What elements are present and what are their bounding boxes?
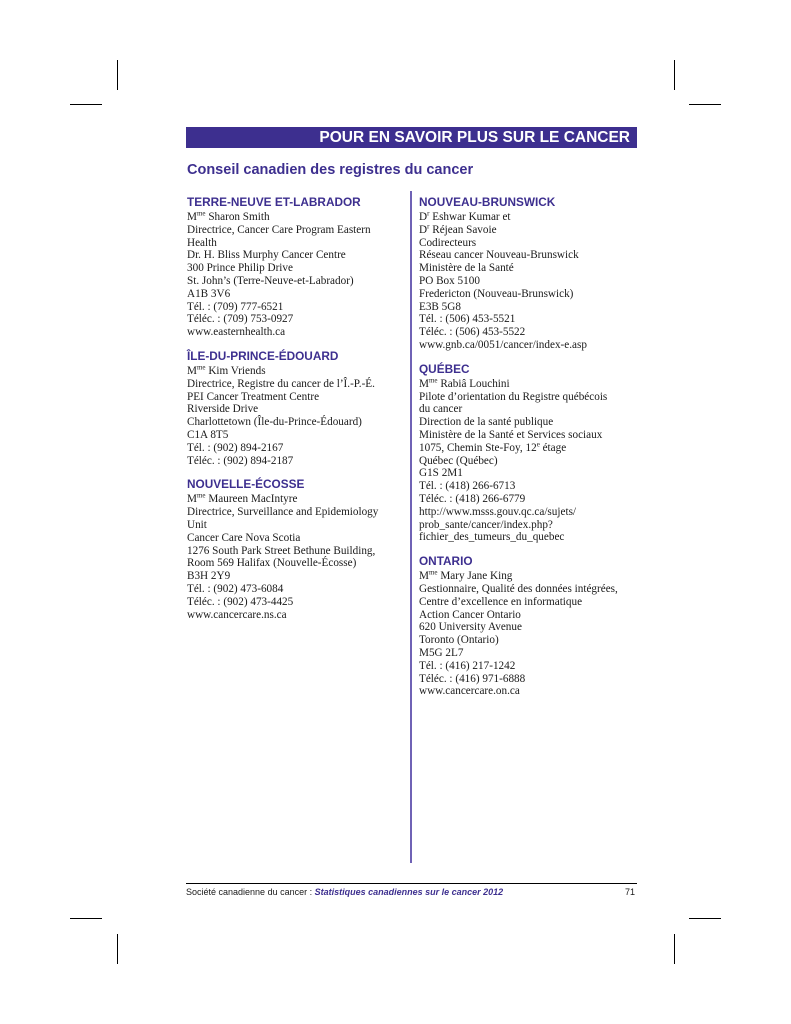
contact-name: $M^{me}$ Sharon Smith xyxy=(187,209,270,223)
contact-name: $M^{me}$ Rabiâ Louchini xyxy=(419,376,510,390)
contact-line: G1S 2M1 xyxy=(419,467,463,480)
contact-line: Ministère de la Santé xyxy=(419,262,514,275)
contact-line: Room 569 Halifax (Nouvelle-Écosse) xyxy=(187,557,357,570)
contact-line: Ministère de la Santé et Services sociaux xyxy=(419,428,603,441)
section-title: ONTARIO xyxy=(419,554,473,569)
crop-mark xyxy=(70,104,102,105)
crop-mark xyxy=(689,918,721,919)
contact-line: 300 Prince Philip Drive xyxy=(187,262,293,275)
contact-phone: Tél. : (709) 777-6521 xyxy=(187,300,284,313)
contact-line: Québec (Québec) xyxy=(419,454,498,467)
contact-fax: Téléc. : (902) 894-2187 xyxy=(187,454,294,467)
contact-website-link[interactable]: prob_sante/cancer/index.php? xyxy=(419,518,553,531)
contact-name: $M^{me}$ Kim Vriends xyxy=(187,363,266,377)
contact-fax: Téléc. : (418) 266-6779 xyxy=(419,492,526,505)
contact-address: 1075, Chemin Ste-Foy, 12e étage xyxy=(419,440,567,454)
contact-name: $M^{me}$ Mary Jane King xyxy=(419,568,513,583)
contact-line: A1B 3V6 xyxy=(187,287,231,300)
contact-line: Réseau cancer Nouveau-Brunswick xyxy=(419,249,579,262)
contact-line: 1276 South Park Street Bethune Building, xyxy=(187,544,376,557)
crop-mark xyxy=(70,918,102,919)
contact-line: Dr. H. Bliss Murphy Cancer Centre xyxy=(187,249,346,262)
section-nova-scotia xyxy=(187,476,412,621)
contact-phone: Tél. : (416) 217-1242 xyxy=(419,659,516,672)
contact-website-link[interactable]: www.easternhealth.ca xyxy=(187,326,286,339)
contact-line: Pilote d’orientation du Registre québécois xyxy=(419,390,608,403)
contact-line: Centre d’excellence en informatique xyxy=(419,595,583,608)
section-ontario xyxy=(419,553,639,698)
crop-mark xyxy=(689,104,721,105)
section-title: NOUVELLE-ÉCOSSE xyxy=(187,477,305,492)
section-new-brunswick xyxy=(419,194,639,352)
section-title: QUÉBEC xyxy=(419,361,470,376)
contact-line: Riverside Drive xyxy=(187,403,259,416)
contact-line: St. John’s (Terre-Neuve-et-Labrador) xyxy=(187,274,354,287)
footer-publication-title: Statistiques canadiennes sur le cancer 2012 xyxy=(314,887,504,897)
contact-line: Directrice, Cancer Care Program Eastern xyxy=(187,223,371,236)
page-number: 71 xyxy=(624,887,635,897)
contact-website-link[interactable]: www.cancercare.on.ca xyxy=(419,685,520,698)
contact-line: B3H 2Y9 xyxy=(187,570,231,583)
section-banner: POUR EN SAVOIR PLUS SUR LE CANCER xyxy=(186,127,637,148)
contact-line: M5G 2L7 xyxy=(419,646,464,659)
contact-line: C1A 8T5 xyxy=(187,428,229,441)
contact-phone: Tél. : (418) 266-6713 xyxy=(419,480,516,493)
contact-line: Directrice, Registre du cancer de l’Î.-P.-É. xyxy=(187,377,375,390)
page-subtitle: Conseil canadien des registres du cancer xyxy=(187,162,474,178)
section-title: ÎLE-DU-PRINCE-ÉDOUARD xyxy=(187,348,339,363)
crop-mark xyxy=(117,60,118,90)
section-quebec xyxy=(419,361,639,544)
contact-name: $D^r$ Réjean Savoie xyxy=(419,222,497,236)
contact-line: 620 University Avenue xyxy=(419,621,522,634)
crop-mark xyxy=(674,60,675,90)
contact-phone: Tél. : (902) 894-2167 xyxy=(187,441,284,454)
contact-phone: Tél. : (902) 473-6084 xyxy=(187,582,284,595)
contact-fax: Téléc. : (902) 473-4425 xyxy=(187,595,294,608)
contact-line: PEI Cancer Treatment Centre xyxy=(187,390,320,403)
contact-fax: Téléc. : (709) 753-0927 xyxy=(187,313,294,326)
contact-line: Directrice, Surveillance and Epidemiology xyxy=(187,506,379,519)
left-column xyxy=(187,194,412,630)
contact-line: E3B 5G8 xyxy=(419,300,461,313)
contact-fax: Téléc. : (416) 971-6888 xyxy=(419,672,526,685)
contact-website-link[interactable]: fichier_des_tumeurs_du_quebec xyxy=(419,531,565,544)
contact-website-link[interactable]: http://www.msss.gouv.qc.ca/sujets/ xyxy=(419,505,577,518)
contact-line: Direction de la santé publique xyxy=(419,416,554,429)
footer-divider xyxy=(186,883,637,884)
page-footer xyxy=(186,887,637,897)
contact-website-link[interactable]: www.cancercare.ns.ca xyxy=(187,608,287,621)
contact-line: Health xyxy=(187,236,217,249)
contact-fax: Téléc. : (506) 453-5522 xyxy=(419,326,526,339)
contact-line: PO Box 5100 xyxy=(419,274,480,287)
crop-mark xyxy=(674,934,675,964)
contact-line: Charlottetown (Île-du-Prince-Édouard) xyxy=(187,416,362,429)
section-title: NOUVEAU-BRUNSWICK xyxy=(419,195,556,209)
contact-line: Action Cancer Ontario xyxy=(419,608,521,621)
crop-mark xyxy=(117,934,118,964)
contact-website-link[interactable]: www.gnb.ca/0051/cancer/index-e.asp xyxy=(419,338,587,351)
section-pei xyxy=(187,348,412,467)
contact-phone: Tél. : (506) 453-5521 xyxy=(419,313,516,326)
section-title: TERRE-NEUVE ET-LABRADOR xyxy=(187,195,361,209)
contact-line: Gestionnaire, Qualité des données intégrées, xyxy=(419,582,618,595)
contact-line: Cancer Care Nova Scotia xyxy=(187,531,301,544)
contact-line: Unit xyxy=(187,518,207,531)
section-newfoundland xyxy=(187,194,412,339)
right-column xyxy=(419,194,639,707)
contact-name: $M^{me}$ Maureen MacIntyre xyxy=(187,491,298,506)
footer-organization: Société canadienne du cancer : xyxy=(186,887,315,897)
contact-name: $D^r$ Eshwar Kumar et xyxy=(419,209,511,223)
contact-line: Codirecteurs xyxy=(419,236,477,249)
contact-line: Fredericton (Nouveau-Brunswick) xyxy=(419,287,574,300)
contact-line: du cancer xyxy=(419,403,463,416)
contact-line: Toronto (Ontario) xyxy=(419,634,499,647)
